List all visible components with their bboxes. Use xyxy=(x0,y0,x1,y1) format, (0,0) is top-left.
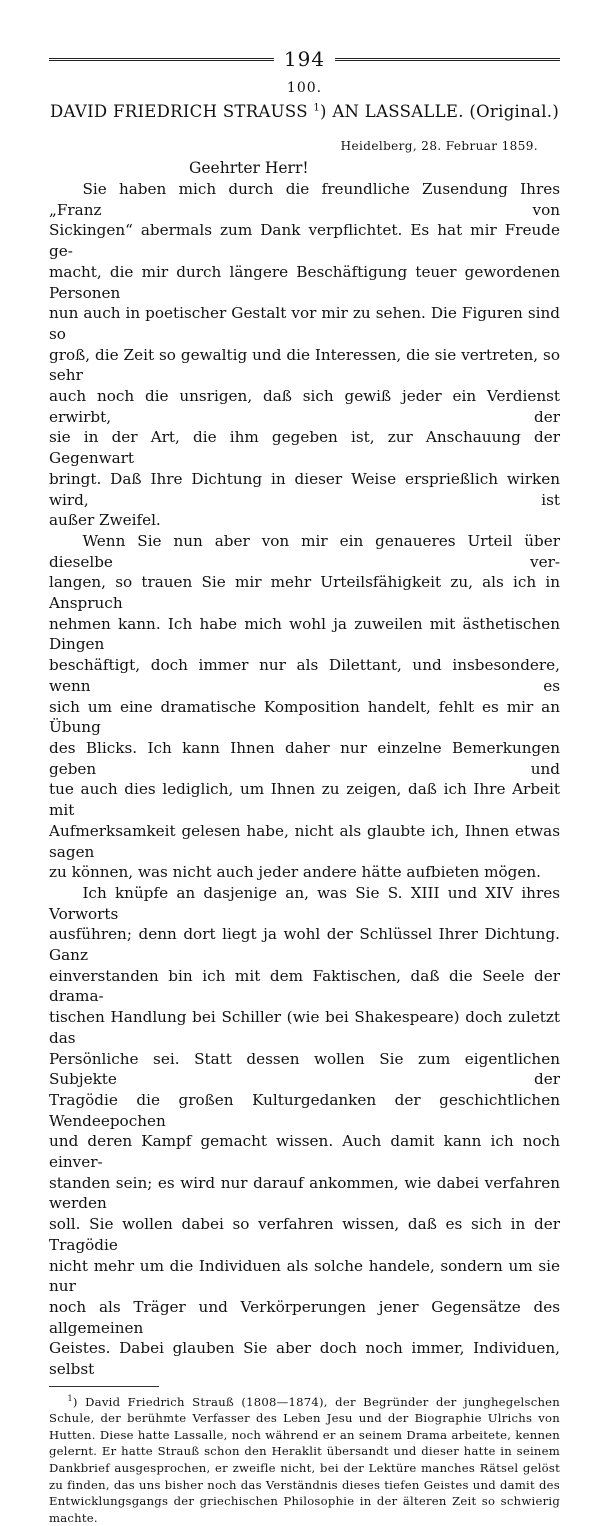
text-line: Sickingen“ abermals zum Dank verpflichtet. Es hat mir Freude ge- xyxy=(49,221,560,261)
letter-title-text: DAVID FRIEDRICH STRAUSS xyxy=(49,102,308,121)
text-line: bringt. Daß Ihre Dichtung in dieser Weise ersprießlich wirken wird, ist xyxy=(49,469,560,509)
text-line: beschäftigt, doch immer nur als Dilettant, und insbesondere, wenn es xyxy=(49,656,560,695)
footnote-line: Schule, der berühmte Verfasser des Leben Jesu und der Biographie Ulrichs von xyxy=(49,1411,560,1426)
footnote-line: Hutten. Diese hatte Lassalle, noch während er an seinem Drama arbeitete, kennen xyxy=(49,1427,560,1442)
salutation: Geehrter Herr! xyxy=(189,159,309,177)
text-line: macht, die mir durch längere Beschäftigung teuer gewordenen Personen xyxy=(49,262,560,302)
text-line: auch noch die unsrigen, daß sich gewiß jeder ein Verdienst erwirbt, der xyxy=(49,387,560,426)
text-line: Sie haben mich durch die freundliche Zusendung Ihres „Franz von xyxy=(49,180,560,219)
letter-number: 100. xyxy=(286,80,323,96)
text-line: soll. Sie wollen dabei so verfahren wissen, daß es sich in der Tragödie xyxy=(49,1215,560,1254)
text-line: Persönliche sei. Statt dessen wollen Sie zum eigentlichen Subjekte der xyxy=(49,1049,560,1089)
paragraph xyxy=(49,883,560,1380)
footnote xyxy=(49,1391,560,1526)
footnote-line: Dankbrief ausgesprochen, er zweifle nicht, bei der Lektüre manches Rätsel gelöst xyxy=(49,1461,560,1476)
text-line: nun auch in poetischer Gestalt vor mir zu sehen. Die Figuren sind so xyxy=(49,304,560,343)
text-line: standen sein; es wird nur darauf ankommen, wie dabei verfahren werden xyxy=(49,1173,560,1213)
page-number: 194 xyxy=(283,47,326,71)
footnote-rule xyxy=(49,1386,159,1387)
text-line: außer Zweifel. xyxy=(49,511,161,530)
text-line: tue auch dies lediglich, um Ihnen zu zeigen, daß ich Ihre Arbeit mit xyxy=(49,780,560,820)
footnote-line: machte. xyxy=(49,1510,98,1525)
letter-title-rest: ) AN LASSALLE. (Original.) xyxy=(320,102,560,121)
text-line: Wenn Sie nun aber von mir ein genaueres Urteil über dieselbe ver- xyxy=(49,531,560,571)
text-line: nehmen kann. Ich habe mich wohl ja zuweilen mit ästhetischen Dingen xyxy=(49,614,560,654)
text-line: Geistes. Dabei glauben Sie aber doch noch immer, Individuen, selbst xyxy=(49,1339,560,1379)
text-line: Tragödie die großen Kulturgedanken der geschichtlichen Wendeepochen xyxy=(49,1090,560,1130)
letter-body xyxy=(49,179,560,1380)
footnote-line xyxy=(49,1391,560,1410)
footnote-reference: 1 xyxy=(313,102,321,114)
text-line: ausführen; denn dort liegt ja wohl der Schlüssel Ihrer Dichtung. Ganz xyxy=(49,925,560,965)
text-line: sie in der Art, die ihm gegeben ist, zur Anschauung der Gegenwart xyxy=(49,428,560,468)
text-line: zu können, was nicht auch jeder andere hätte aufbieten mögen. xyxy=(49,863,541,882)
text-line: einverstanden bin ich mit dem Faktischen, daß die Seele der drama- xyxy=(49,966,560,1006)
footnote-line: gelernt. Er hatte Strauß schon den Heraklit übersandt und dieser hatte in seinem xyxy=(49,1444,560,1459)
text-line: tischen Handlung bei Schiller (wie bei Shakespeare) doch zuletzt das xyxy=(49,1008,560,1047)
letter-title xyxy=(49,102,560,121)
footnote-marker: 1 xyxy=(67,1393,73,1403)
text-line: und deren Kampf gemacht wissen. Auch damit kann ich noch einver- xyxy=(49,1132,560,1172)
paragraph xyxy=(49,531,560,883)
header-rule-left xyxy=(49,58,274,61)
text-line: groß, die Zeit so gewaltig und die Interessen, die sie vertreten, so sehr xyxy=(49,345,560,385)
footnote-line: zu finden, das uns bisher noch das Verständnis dieses tiefen Geistes und damit des xyxy=(49,1477,560,1492)
text-line: Ich knüpfe an dasjenige an, was Sie S. XIII und XIV ihres Vorworts xyxy=(49,883,560,923)
dateline: Heidelberg, 28. Februar 1859. xyxy=(340,139,538,153)
header-rule-right xyxy=(335,58,560,61)
footnote-text: ) David Friedrich Strauß (1808—1874), der Begründer der junghegelschen xyxy=(72,1394,560,1409)
text-line: nicht mehr um die Individuen als solche handele, sondern um sie nur xyxy=(49,1256,560,1296)
text-line: Aufmerksamkeit gelesen habe, nicht als glaubte ich, Ihnen etwas sagen xyxy=(49,821,560,861)
text-line: sich um eine dramatische Komposition handelt, fehlt es mir an Übung xyxy=(49,697,560,737)
text-line: langen, so trauen Sie mir mehr Urteilsfähigkeit zu, als ich in Anspruch xyxy=(49,573,560,613)
paragraph xyxy=(49,179,560,531)
text-line: des Blicks. Ich kann Ihnen daher nur einzelne Bemerkungen geben und xyxy=(49,738,560,778)
running-head xyxy=(49,46,560,72)
footnote-line: Entwicklungsgangs der griechischen Philosophie in der älteren Zeit so schwierig xyxy=(49,1494,560,1509)
text-line: noch als Träger und Verkörperungen jener Gegensätze des allgemeinen xyxy=(49,1297,560,1337)
